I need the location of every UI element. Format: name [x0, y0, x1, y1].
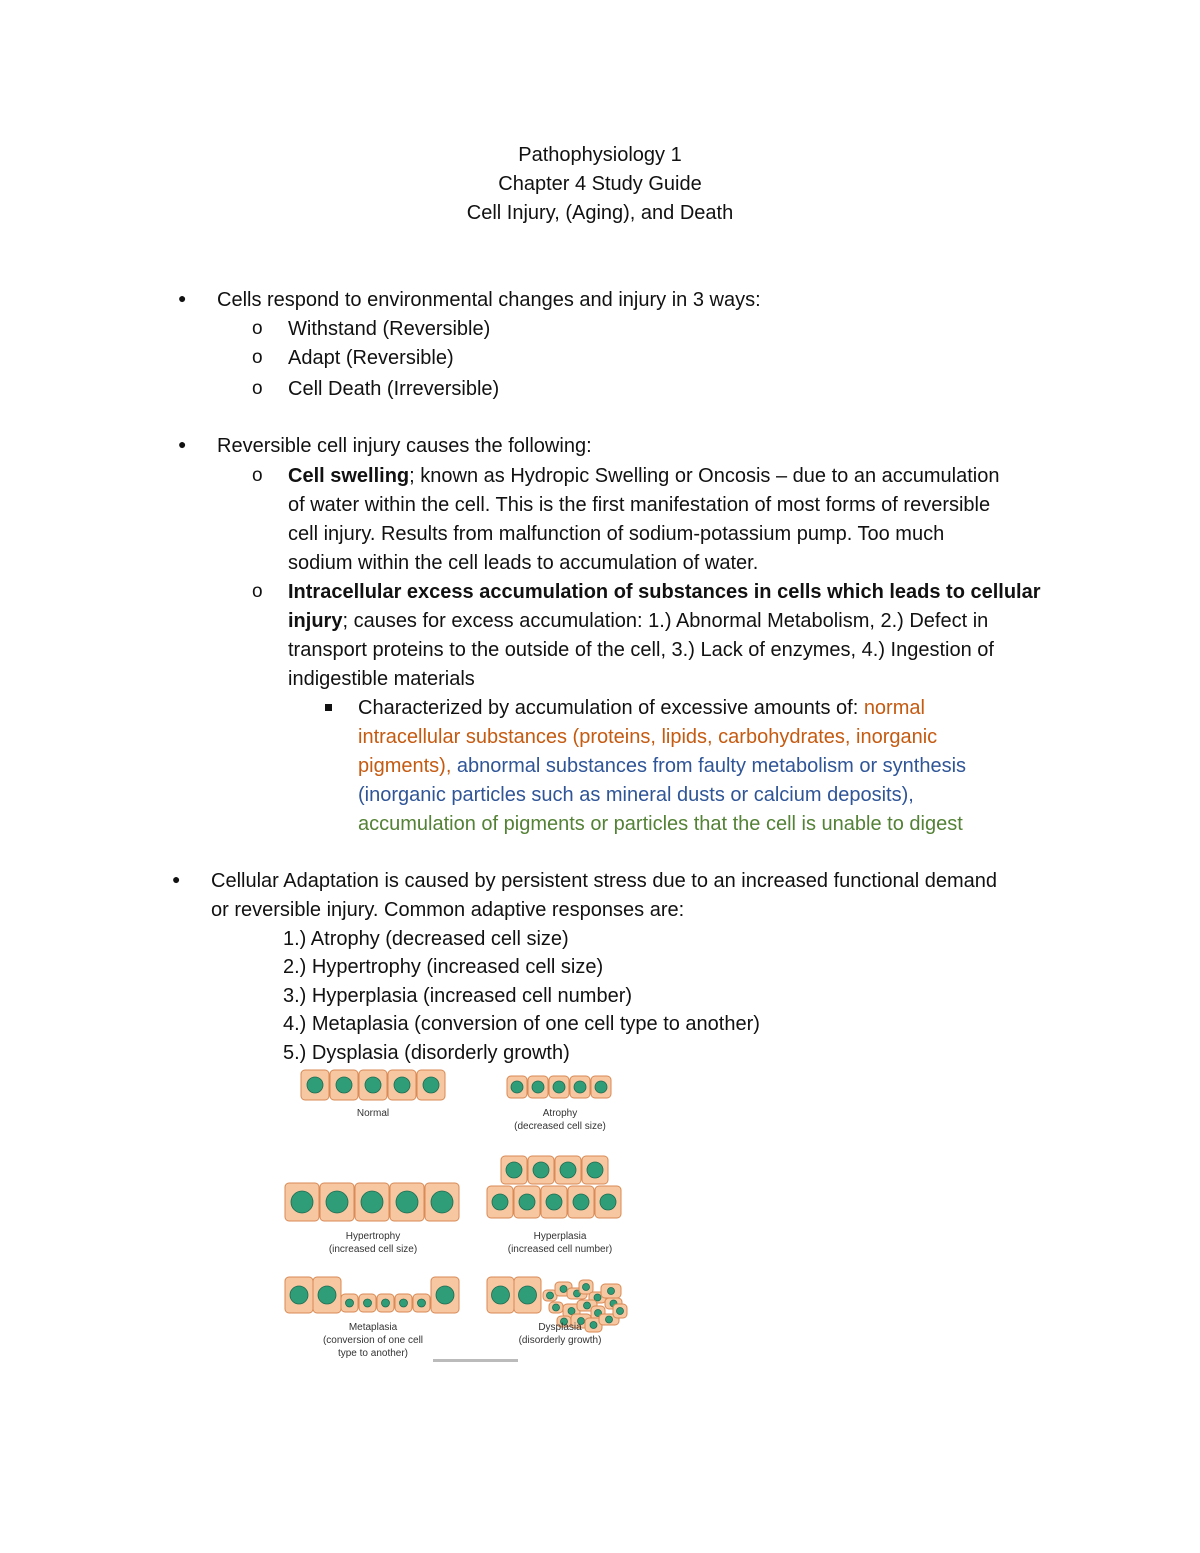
- topic-title: Cell Injury, (Aging), and Death: [466, 202, 734, 224]
- adaptation-item: 4.) Metaplasia (conversion of one cell type to another): [283, 1013, 760, 1035]
- adaptation-item: 3.) Hyperplasia (increased cell number): [283, 985, 633, 1007]
- characterized-line4: (inorganic particles such as mineral dusts or calcium deposits),: [358, 784, 914, 806]
- nucleus: [400, 1299, 408, 1307]
- dysplasia-sublabel: (disorderly growth): [518, 1335, 602, 1346]
- pigments-text: pigments),: [358, 755, 452, 777]
- nucleus: [587, 1162, 603, 1178]
- accumulation-line3: transport proteins to the outside of the cell, 3.) Lack of enzymes, 4.) Ingestion of: [288, 639, 994, 661]
- normal-label: Normal: [356, 1108, 390, 1119]
- hyperplasia-sublabel: (increased cell number): [507, 1244, 613, 1255]
- nucleus: [318, 1286, 336, 1304]
- cell-swelling-term: Cell swelling: [288, 465, 410, 487]
- nucleus: [394, 1077, 410, 1093]
- nucleus: [365, 1077, 381, 1093]
- nucleus: [361, 1191, 383, 1213]
- nucleus: [492, 1286, 510, 1304]
- abnormal-substances-text: abnormal substances from faulty metabolism or synthesis: [451, 755, 967, 777]
- atrophy-label: Atrophy: [542, 1108, 578, 1119]
- accumulation-line1: [288, 578, 1041, 607]
- section2-heading: Reversible cell injury causes the following:: [217, 435, 592, 457]
- accumulation-line4: indigestible materials: [288, 668, 475, 690]
- nucleus: [574, 1081, 586, 1093]
- circle-bullet-icon: o: [252, 378, 263, 399]
- atrophy-cells: [507, 1076, 611, 1098]
- dysplasia-label: Dysplasia: [538, 1322, 582, 1333]
- accumulation-line2: [288, 607, 988, 636]
- hypertrophy-cells: [285, 1183, 459, 1221]
- document-header: [0, 141, 1200, 228]
- nucleus: [568, 1308, 575, 1315]
- bullet-icon: ●: [172, 871, 181, 887]
- accumulation-causes: ; causes for excess accumulation: 1.) Abnormal Metabolism, 2.) Defect in: [342, 610, 989, 632]
- circle-bullet-icon: o: [252, 347, 263, 368]
- nucleus: [595, 1081, 607, 1093]
- cell-swelling-line2: of water within the cell. This is the first manifestation of most forms of reversible: [288, 494, 991, 516]
- hypertrophy-sublabel: (increased cell size): [328, 1244, 418, 1255]
- nucleus: [617, 1308, 624, 1315]
- adaptation-item: 5.) Dysplasia (disorderly growth): [283, 1042, 570, 1064]
- cell-swelling-line3: cell injury. Results from malfunction of sodium-potassium pump. Too much: [288, 523, 945, 545]
- nucleus: [560, 1162, 576, 1178]
- nucleus: [326, 1191, 348, 1213]
- characterized-line1: [358, 694, 925, 723]
- metaplasia-cells: [285, 1277, 459, 1313]
- hyperplasia-cells: [487, 1156, 621, 1218]
- nucleus: [336, 1077, 352, 1093]
- nucleus: [506, 1162, 522, 1178]
- metaplasia-sublabel1: (conversion of one cell: [322, 1335, 424, 1346]
- metaplasia-sublabel2: type to another): [337, 1348, 409, 1359]
- adaptation-item: 2.) Hypertrophy (increased cell size): [283, 956, 604, 978]
- nucleus: [584, 1302, 591, 1309]
- nucleus: [560, 1286, 567, 1293]
- nucleus: [423, 1077, 439, 1093]
- nucleus: [573, 1194, 589, 1210]
- adaptation-item: 1.) Atrophy (decreased cell size): [283, 928, 569, 950]
- nucleus: [290, 1286, 308, 1304]
- circle-bullet-icon: o: [252, 465, 263, 486]
- nucleus: [606, 1316, 613, 1323]
- nucleus: [291, 1191, 313, 1213]
- nucleus: [511, 1081, 523, 1093]
- circle-bullet-icon: o: [252, 318, 263, 339]
- accumulation-term: Intracellular excess accumulation of substances in cells which leads to cellular: [288, 581, 1041, 603]
- nucleus: [346, 1299, 354, 1307]
- nucleus: [532, 1081, 544, 1093]
- copyright-line: [433, 1359, 518, 1362]
- circle-bullet-icon: o: [252, 581, 263, 602]
- nucleus: [594, 1294, 601, 1301]
- atrophy-sublabel: (decreased cell size): [514, 1121, 606, 1132]
- nucleus: [431, 1191, 453, 1213]
- nucleus: [519, 1286, 537, 1304]
- nucleus: [553, 1304, 560, 1311]
- nucleus: [519, 1194, 535, 1210]
- nucleus: [608, 1288, 615, 1295]
- square-bullet-icon: [325, 704, 332, 711]
- nucleus: [547, 1292, 554, 1299]
- hypertrophy-label: Hypertrophy: [345, 1231, 401, 1242]
- characterized-line5: accumulation of pigments or particles that the cell is unable to digest: [358, 813, 963, 835]
- nucleus: [492, 1194, 508, 1210]
- nucleus: [307, 1077, 323, 1093]
- chapter-title: Chapter 4 Study Guide: [498, 173, 702, 195]
- hyperplasia-label: Hyperplasia: [533, 1231, 587, 1242]
- bullet-icon: ●: [178, 290, 187, 306]
- list-item: Withstand (Reversible): [288, 318, 491, 340]
- injury-term: injury: [288, 610, 343, 632]
- cell-swelling-line4: sodium within the cell leads to accumulation of water.: [288, 552, 759, 574]
- list-item: Adapt (Reversible): [288, 347, 454, 369]
- cell-adaptation-figure: [283, 1068, 633, 1376]
- nucleus: [533, 1162, 549, 1178]
- normal-substances-text: normal: [863, 697, 925, 719]
- nucleus: [546, 1194, 562, 1210]
- section3-heading-line1: Cellular Adaptation is caused by persistent stress due to an increased functional demand: [211, 870, 998, 892]
- nucleus: [583, 1284, 590, 1291]
- nucleus: [396, 1191, 418, 1213]
- normal-cells: [301, 1070, 445, 1100]
- nucleus: [600, 1194, 616, 1210]
- metaplasia-label: Metaplasia: [348, 1322, 398, 1333]
- section3-heading-line2: or reversible injury. Common adaptive responses are:: [211, 899, 685, 921]
- nucleus: [418, 1299, 426, 1307]
- list-item: Cell Death (Irreversible): [288, 378, 500, 400]
- nucleus: [364, 1299, 372, 1307]
- nucleus: [382, 1299, 390, 1307]
- section1-heading: Cells respond to environmental changes and injury in 3 ways:: [217, 289, 761, 311]
- characterized-line2: intracellular substances (proteins, lipids, carbohydrates, inorganic: [358, 726, 938, 748]
- characterized-line3: [358, 752, 966, 781]
- nucleus: [436, 1286, 454, 1304]
- course-title: Pathophysiology 1: [518, 144, 682, 166]
- nucleus: [590, 1322, 597, 1329]
- cell-swelling-text: ; known as Hydropic Swelling or Oncosis – due to an accumulation: [409, 465, 1000, 487]
- cell-swelling-line1: [288, 462, 999, 491]
- bullet-icon: ●: [178, 436, 187, 452]
- characterized-lead: Characterized by accumulation of excessive amounts of:: [358, 697, 864, 719]
- nucleus: [553, 1081, 565, 1093]
